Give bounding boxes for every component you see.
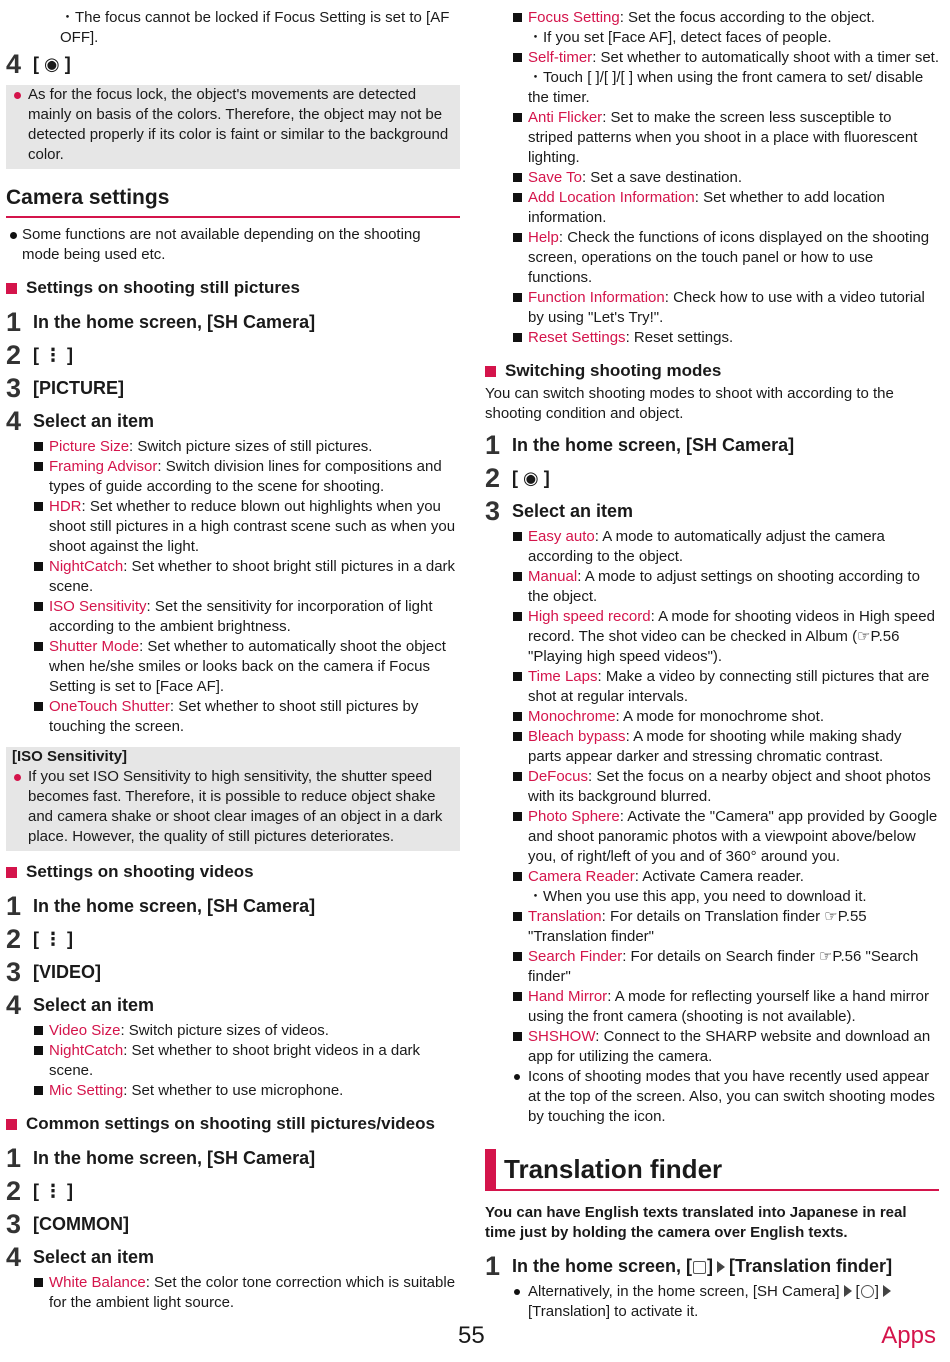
translation-finder-title: Translation finder — [485, 1149, 939, 1191]
arrow-right-icon — [844, 1285, 852, 1297]
switch-step-2: 2 [ ◉ ] — [485, 462, 550, 493]
list-item: Easy auto: A mode to automatically adjust the camera according to the object. — [485, 527, 939, 567]
more-icon: [ ⋮ ] — [33, 1180, 73, 1201]
modes-list — [485, 527, 939, 1127]
list-item: High speed record: A mode for shooting videos in High speed record. The shot video can be checked in Album (☞P.56 "Playing high speed videos"). — [485, 607, 939, 667]
iso-note: [ISO Sensitivity] If you set ISO Sensitivity to high sensitivity, the shutter speed becomes fast. Therefore, it is possible to reduce object shake and camera shake or shoot clear images of an object in a dark place. However, the quality of still pictures deteriorates. — [6, 747, 460, 851]
right-column — [485, 0, 939, 1322]
arrow-right-icon — [717, 1261, 725, 1273]
switch-section-title: Switching shooting modes — [485, 360, 939, 382]
list-item: Icons of shooting modes that you have recently used appear at the top of the screen. Also, you can switch shooting modes by touching the icon. — [485, 1067, 939, 1127]
list-item: Focus Setting: Set the focus according to the object. — [485, 8, 939, 28]
list-item: Anti Flicker: Set to make the screen less susceptible to striped patterns when you shoot in a place with fluorescent lighting. — [485, 108, 939, 168]
page-number: 55 — [458, 1322, 485, 1349]
mode-icon: [ ◉ ] — [512, 467, 550, 488]
common-items-list — [6, 1273, 460, 1313]
list-item: Manual: A mode to adjust settings on shooting according to the object. — [485, 567, 939, 607]
list-item: NightCatch: Set whether to shoot bright still pictures in a dark scene. — [6, 557, 460, 597]
video-step-1: 1 In the home screen, [SH Camera] — [6, 890, 316, 921]
list-item: Translation: For details on Translation finder ☞P.55 "Translation finder" — [485, 907, 939, 947]
note-dot-icon — [14, 774, 21, 781]
list-item: Add Location Information: Set whether to add location information. — [485, 188, 939, 228]
list-item: Reset Settings: Reset settings. — [485, 328, 939, 348]
translation-finder-intro: You can have English texts translated into Japanese in real time just by holding the camera over English texts. — [485, 1204, 907, 1241]
list-item: Monochrome: A mode for monochrome shot. — [485, 707, 939, 727]
common-section-title: Common settings on shooting still pictures/videos — [6, 1113, 460, 1135]
note-text: As for the focus lock, the object's movements are detected mainly on basis of the colors. Therefore, the object may not be detected properly if its color is faint or similar to the background color. — [28, 86, 449, 163]
switch-step-1: 1 In the home screen, [SH Camera] — [485, 429, 795, 460]
list-item: White Balance: Set the color tone correction which is suitable for the ambient light source. — [6, 1273, 460, 1313]
list-item: HDR: Set whether to reduce blown out highlights when you shoot still pictures in a high contrast scene such as when you shoot against the light. — [6, 497, 460, 557]
list-item: Shutter Mode: Set whether to automatically shoot the object when he/she smiles or looks back on the camera if Focus Setting is set to [Face AF]. — [6, 637, 460, 697]
list-item: Camera Reader: Activate Camera reader. — [485, 867, 939, 887]
note-dot-icon — [14, 92, 21, 99]
step-4: 4 [ ◉ ] — [6, 49, 71, 79]
left-column — [6, 0, 460, 1313]
still-step-2: 2 [ ⋮ ] — [6, 339, 73, 370]
list-item: Hand Mirror: A mode for reflecting yourself like a hand mirror using the front camera (shooting is not available). — [485, 987, 939, 1027]
more-icon: [ ⋮ ] — [33, 344, 73, 365]
list-item: Video Size: Switch picture sizes of videos. — [6, 1021, 460, 1041]
list-item: Help: Check the functions of icons displayed on the shooting screen, operations on the touch panel or how to use functions. — [485, 228, 939, 288]
mode-icon — [861, 1285, 874, 1298]
common-step-3: 3 [COMMON] — [6, 1208, 129, 1239]
video-step-3: 3 [VIDEO] — [6, 956, 102, 987]
video-step-2: 2 [ ⋮ ] — [6, 923, 73, 954]
iso-note-title: [ISO Sensitivity] — [12, 748, 128, 765]
video-section-title: Settings on shooting videos — [6, 861, 460, 883]
list-item: OneTouch Shutter: Set whether to shoot still pictures by touching the screen. — [6, 697, 460, 737]
tf-step-1: 1 In the home screen, [ ] [Translation finder] — [485, 1250, 893, 1281]
list-item: Function Information: Check how to use with a video tutorial by using "Let's Try!". — [485, 288, 939, 328]
arrow-right-icon — [883, 1285, 891, 1297]
list-item: Mic Setting: Set whether to use microphone. — [6, 1081, 460, 1101]
settings-items-list — [485, 0, 939, 348]
video-step-4: 4 Select an item — [6, 989, 155, 1020]
list-item: ISO Sensitivity: Set the sensitivity for incorporation of light according to the ambient brightness. — [6, 597, 460, 637]
still-section-title: Settings on shooting still pictures — [6, 277, 460, 299]
list-item: Photo Sphere: Activate the "Camera" app provided by Google and shoot panoramic photos with a viewpoint above/below you, of right/left of you and of 360° around you. — [485, 807, 939, 867]
still-step-1: 1 In the home screen, [SH Camera] — [6, 306, 316, 337]
tf-bullet: Alternatively, in the home screen, [SH Camera] [ ][Translation] to activate it. — [485, 1282, 939, 1322]
list-item-sub: ・When you use this app, you need to download it. — [528, 888, 867, 905]
camera-settings-title: Camera settings — [6, 185, 460, 218]
apps-grid-icon — [693, 1261, 706, 1274]
common-step-1: 1 In the home screen, [SH Camera] — [6, 1142, 316, 1173]
mode-icon-step: [ ◉ ] — [33, 54, 71, 74]
still-items-list — [6, 437, 460, 737]
focus-lock-bullet: ・The focus cannot be locked if Focus Setting is set to [AF OFF]. — [60, 9, 450, 46]
video-items-list — [6, 1021, 460, 1101]
list-item: Bleach bypass: A mode for shooting while making shady parts appear darker and stressing chromatic contrast. — [485, 727, 939, 767]
common-step-4: 4 Select an item — [6, 1241, 155, 1272]
list-item: Framing Advisor: Switch division lines for compositions and types of guide according to the scene for shooting. — [6, 457, 460, 497]
still-step-3: 3 [PICTURE] — [6, 372, 124, 403]
list-item: Time Laps: Make a video by connecting still pictures that are shot at regular intervals. — [485, 667, 939, 707]
list-item: Self-timer: Set whether to automatically shoot with a timer set. — [485, 48, 939, 68]
common-step-2: 2 [ ⋮ ] — [6, 1175, 73, 1206]
switch-intro: You can switch shooting modes to shoot with according to the shooting condition and object. — [485, 385, 894, 422]
more-icon: [ ⋮ ] — [33, 928, 73, 949]
still-step-4: 4 Select an item — [6, 405, 155, 436]
list-item: Search Finder: For details on Search finder ☞P.56 "Search finder" — [485, 947, 939, 987]
focus-lock-note — [6, 85, 460, 169]
list-item: SHSHOW: Connect to the SHARP website and download an app for utilizing the camera. — [485, 1027, 939, 1067]
list-item: Picture Size: Switch picture sizes of still pictures. — [6, 437, 460, 457]
list-item-sub: ・If you set [Face AF], detect faces of people. — [528, 29, 832, 46]
list-item-sub: ・Touch [ ]/[ ]/[ ] when using the front camera to set/ disable the timer. — [528, 69, 924, 106]
switch-step-3: 3 Select an item — [485, 495, 634, 526]
camera-settings-bullet: Some functions are not available depending on the shooting mode being used etc. — [6, 225, 460, 265]
list-item: Save To: Set a save destination. — [485, 168, 939, 188]
section-link[interactable]: Apps — [881, 1322, 936, 1349]
list-item: DeFocus: Set the focus on a nearby object and shoot photos with its background blurred. — [485, 767, 939, 807]
list-item: NightCatch: Set whether to shoot bright videos in a dark scene. — [6, 1041, 460, 1081]
